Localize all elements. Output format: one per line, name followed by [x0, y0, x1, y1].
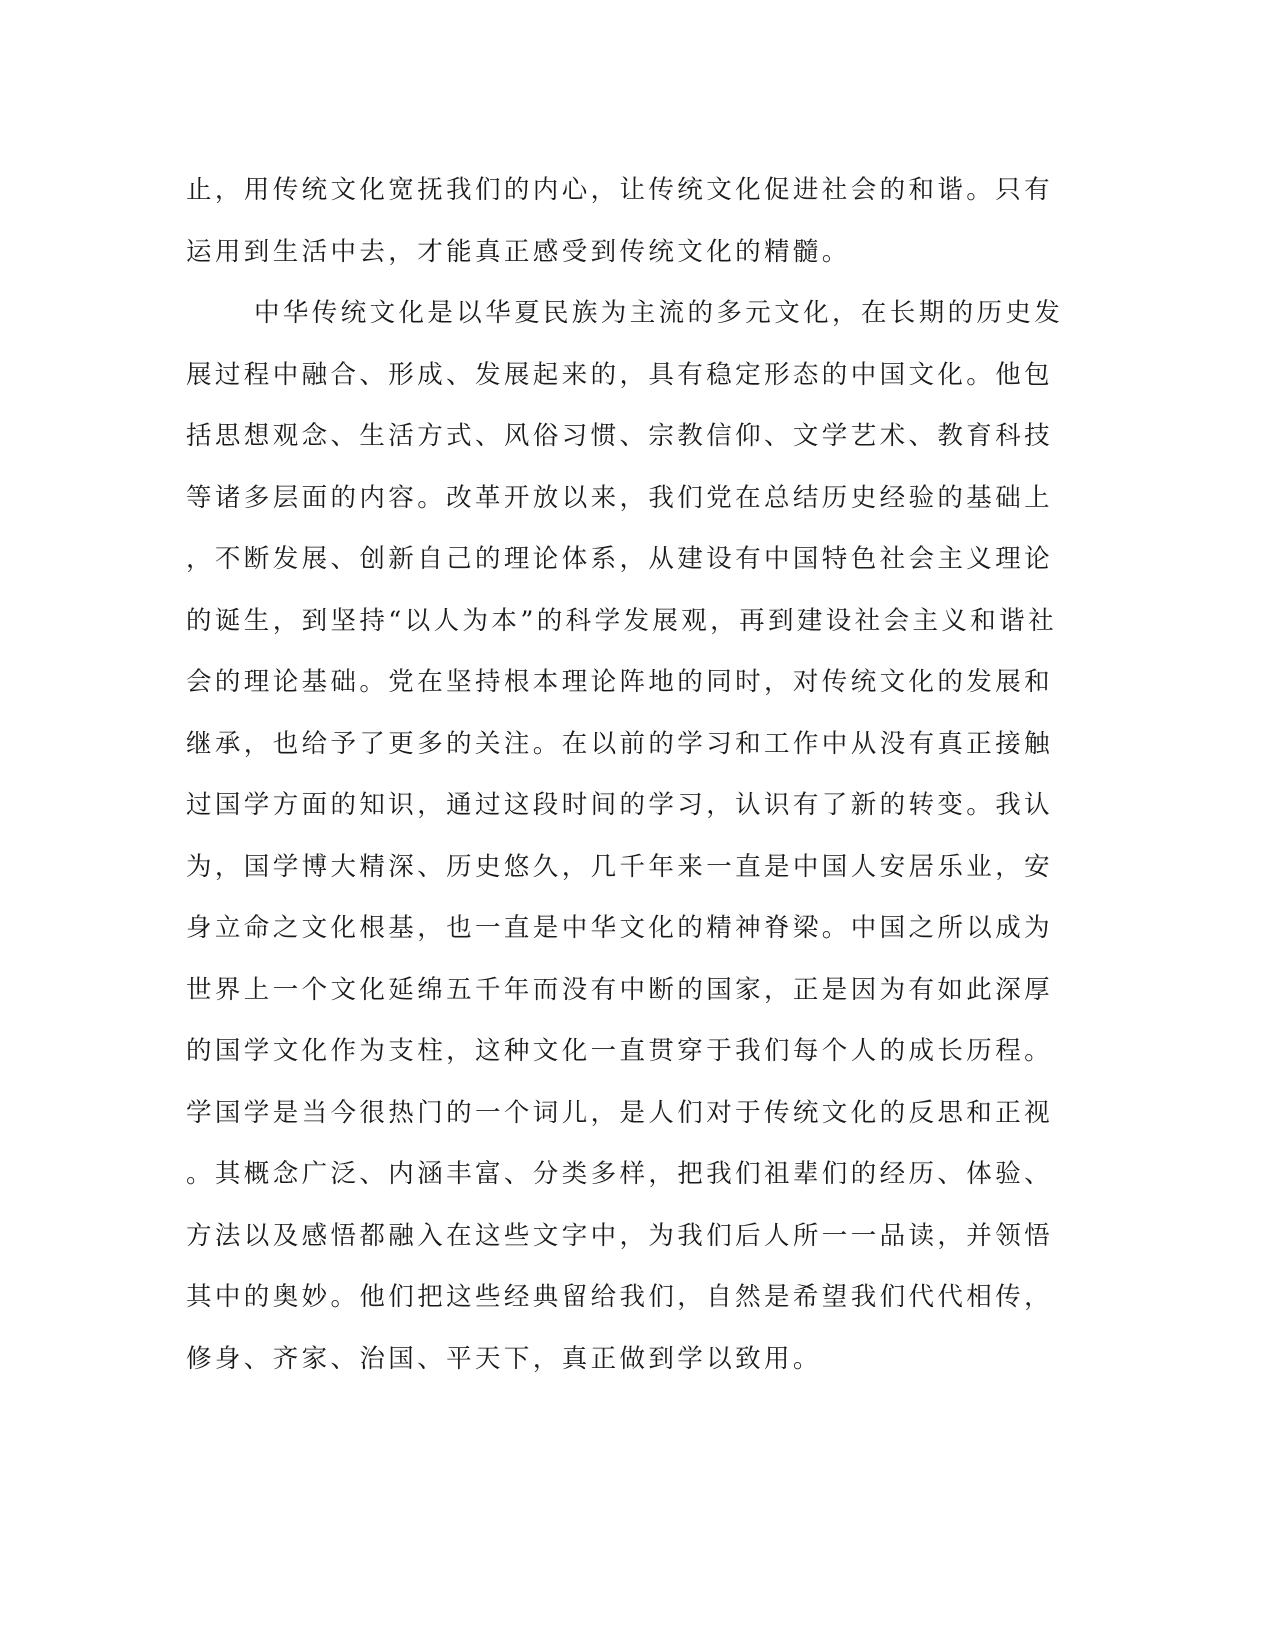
text-line: 为，国学博大精深、历史悠久，几千年来一直是中国人安居乐业，安	[186, 851, 1054, 882]
paragraph-2	[186, 283, 1066, 1390]
paragraph-1	[186, 160, 1066, 283]
body-text	[186, 160, 1066, 1390]
text-line: 修身、齐家、治国、平天下，真正做到学以致用。	[186, 1343, 822, 1374]
text-line: 会的理论基础。党在坚持根本理论阵地的同时，对传统文化的发展和	[186, 667, 1054, 697]
text-line: 身立命之文化根基，也一直是中华文化的精神脊梁。中国之所以成为	[186, 913, 1054, 943]
text-line: ，不断发展、创新自己的理论体系，从建设有中国特色社会主义理论	[186, 544, 1054, 574]
text-line: 运用到生活中去，才能真正感受到传统文化的精髓。	[186, 236, 851, 267]
text-line: 过国学方面的知识，通过这段时间的学习，认识有了新的转变。我认	[186, 790, 1054, 820]
text-line: 的国学文化作为支柱，这种文化一直贯穿于我们每个人的成长历程。	[186, 1036, 1054, 1066]
text-line: 方法以及感悟都融入在这些文字中，为我们后人所一一品读，并领悟	[186, 1220, 1054, 1251]
text-line: 继承，也给予了更多的关注。在以前的学习和工作中从没有真正接触	[186, 728, 1054, 759]
text-line: 止，用传统文化宽抚我们的内心，让传统文化促进社会的和谐。只有	[186, 175, 1054, 205]
text-line: 等诸多层面的内容。改革开放以来，我们党在总结历史经验的基础上	[186, 482, 1054, 513]
text-line: 中华传统文化是以华夏民族为主流的多元文化，在长期的历史发	[254, 298, 1064, 328]
text-line: 的诞生，到坚持“以人为本”的科学发展观，再到建设社会主义和谐社	[186, 605, 1057, 636]
text-line: 展过程中融合、形成、发展起来的，具有稳定形态的中国文化。他包	[186, 359, 1054, 390]
text-line: 。其概念广泛、内涵丰富、分类多样，把我们祖辈们的经历、体验、	[186, 1159, 1054, 1189]
text-line: 学国学是当今很热门的一个词儿，是人们对于传统文化的反思和正视	[186, 1097, 1054, 1128]
text-line: 括思想观念、生活方式、风俗习惯、宗教信仰、文学艺术、教育科技	[186, 421, 1054, 451]
text-line: 世界上一个文化延绵五千年而没有中断的国家，正是因为有如此深厚	[186, 974, 1054, 1005]
text-line: 其中的奥妙。他们把这些经典留给我们，自然是希望我们代代相传，	[186, 1282, 1054, 1312]
